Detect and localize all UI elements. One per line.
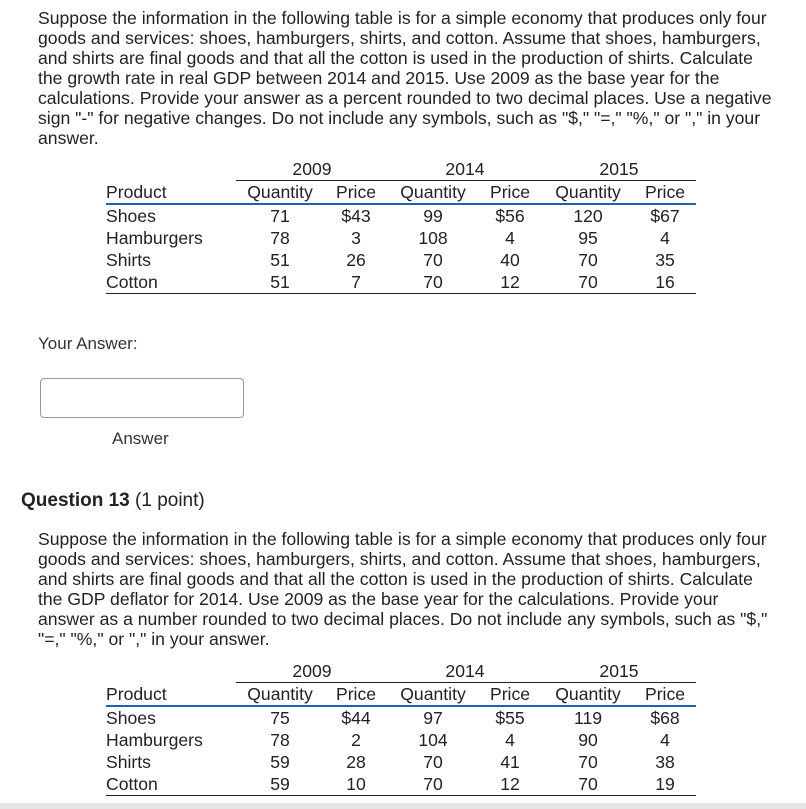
column-header-quantity: Quantity [388, 181, 478, 205]
table-cell: 35 [655, 250, 675, 270]
table-cell: 90 [578, 730, 598, 750]
table-cell: 4 [660, 228, 670, 248]
table-cell: 4 [505, 228, 515, 248]
table-cell: 19 [634, 773, 696, 796]
table-row [106, 729, 696, 751]
table-cell: 59 [270, 752, 290, 772]
table-cell: 4 [660, 730, 670, 750]
table-cell: $44 [341, 708, 371, 728]
column-header-product: Product [106, 683, 236, 707]
column-header-price: Price [478, 683, 542, 707]
table-cell: 78 [270, 228, 290, 248]
table-cell: 70 [542, 773, 634, 796]
table-cell: Shirts [106, 250, 151, 270]
table-cell: 59 [236, 773, 324, 796]
table-cell: 71 [270, 206, 290, 226]
table-cell: $55 [495, 708, 525, 728]
table-cell: 40 [500, 250, 520, 270]
table-cell: 51 [270, 250, 290, 270]
table-row [106, 204, 696, 227]
year-header: 2014 [388, 660, 542, 683]
table-cell: 10 [324, 773, 388, 796]
table-cell: 16 [634, 271, 696, 294]
table-row [106, 773, 696, 796]
year-header: 2009 [236, 158, 388, 181]
table-cell: Shoes [106, 708, 156, 728]
table-cell: 104 [418, 730, 448, 750]
table-cell: 2 [351, 730, 361, 750]
table-cell: 78 [270, 730, 290, 750]
table-cell: 70 [388, 773, 478, 796]
table-cell: 4 [505, 730, 515, 750]
table-cell: Cotton [106, 271, 236, 294]
column-header-quantity: Quantity [236, 683, 324, 707]
table-cell: Cotton [106, 773, 236, 796]
column-header-price: Price [478, 181, 542, 205]
column-header-quantity: Quantity [542, 181, 634, 205]
table-cell: $68 [650, 708, 680, 728]
column-header-price: Price [634, 181, 696, 205]
question-13-title [21, 490, 205, 512]
question-12-prompt: Suppose the information in the following table is for a simple economy that produces only four goods and services: shoes, hamburgers, shirts, and cotton. Assume that shoes, hamburgers, and shirts are final goods and that all the cotton is used in the production of shirts. Calculate the growth rate in real GDP between 2014 and 2015. Use 2009 as the base year for the calculations. Provide your answer as a percent rounded to two decimal places. Use a negative sign "-" for negative changes. Do not include any symbols, such as "$," "=," "%," or "," in your answer. [38, 8, 772, 148]
question-13-prompt: Suppose the information in the following table is for a simple economy that produces only four goods and services: shoes, hamburgers, shirts, and cotton. Assume that shoes, hamburgers, and shirts are final goods and that all the cotton is used in the production of shirts. Calculate the GDP deflator for 2014. Use 2009 as the base year for the calculations. Provide your answer as a number rounded to two decimal places. Do not include any symbols, such as "$," "=," "%," or "," in your answer. [38, 529, 768, 649]
question-12-text [38, 8, 778, 148]
year-header: 2015 [542, 660, 696, 683]
table-cell: 70 [423, 752, 443, 772]
table-cell: $43 [341, 206, 371, 226]
table-cell: 12 [478, 271, 542, 294]
table-cell: 97 [423, 708, 443, 728]
table-row [106, 249, 696, 271]
question-12-table [106, 158, 696, 294]
answer-input[interactable] [40, 378, 244, 418]
table-cell: 12 [478, 773, 542, 796]
table-cell: 41 [500, 752, 520, 772]
table-cell: Hamburgers [106, 730, 203, 750]
table-cell: 119 [573, 708, 603, 728]
table-cell: Hamburgers [106, 228, 203, 248]
question-13-text [38, 529, 778, 649]
year-header: 2015 [542, 158, 696, 181]
column-header-price: Price [324, 683, 388, 707]
question-13-table [106, 660, 696, 796]
table-cell: 120 [573, 206, 603, 226]
table-cell: 26 [346, 250, 366, 270]
table-cell: 70 [542, 271, 634, 294]
table-cell: 38 [655, 752, 675, 772]
your-answer-label: Your Answer: [38, 334, 138, 353]
column-header-product: Product [106, 181, 236, 205]
table-cell: 28 [346, 752, 366, 772]
table-cell: Shirts [106, 752, 151, 772]
table-cell: 99 [423, 206, 443, 226]
table-row [106, 227, 696, 249]
answer-caption: Answer [112, 429, 169, 448]
column-header-quantity: Quantity [236, 181, 324, 205]
table-cell: 3 [351, 228, 361, 248]
page-bottom-divider [0, 803, 806, 809]
year-header: 2009 [236, 660, 388, 683]
table-row [106, 751, 696, 773]
table-cell: 51 [236, 271, 324, 294]
table-cell: 70 [578, 752, 598, 772]
table-cell: 95 [578, 228, 598, 248]
year-header: 2014 [388, 158, 542, 181]
column-header-quantity: Quantity [388, 683, 478, 707]
table-cell: Shoes [106, 206, 156, 226]
table-row [106, 706, 696, 729]
table-cell: 70 [423, 250, 443, 270]
column-header-price: Price [324, 181, 388, 205]
question-number: Question 13 [21, 490, 130, 511]
column-header-quantity: Quantity [542, 683, 634, 707]
column-header-price: Price [634, 683, 696, 707]
table-cell: 70 [578, 250, 598, 270]
table-cell: $67 [650, 206, 680, 226]
table-row [106, 271, 696, 294]
table-cell: $56 [495, 206, 525, 226]
table-cell: 108 [418, 228, 448, 248]
table-cell: 7 [324, 271, 388, 294]
table-cell: 75 [270, 708, 290, 728]
question-points: (1 point) [135, 490, 205, 511]
table-cell: 70 [388, 271, 478, 294]
